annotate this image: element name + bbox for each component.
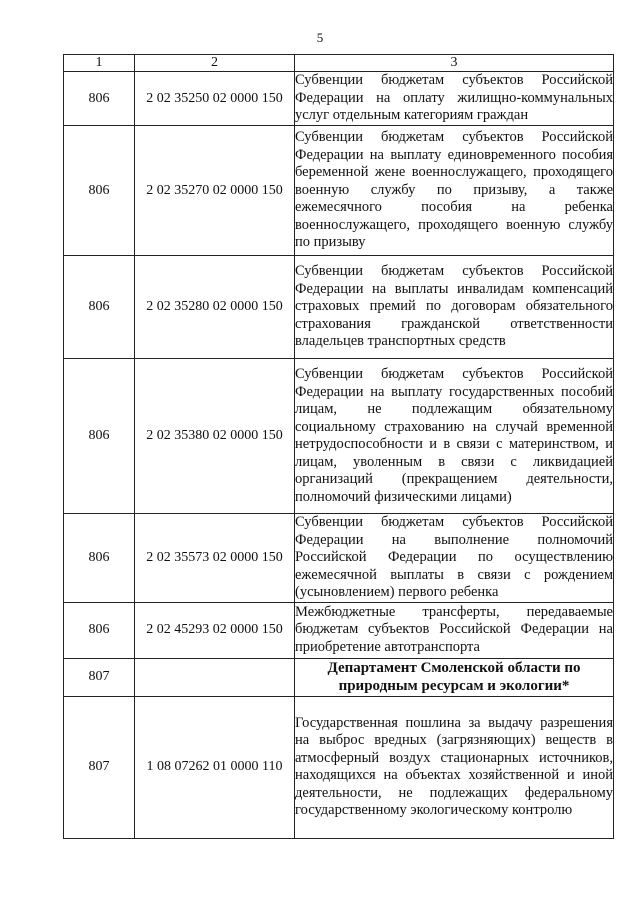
table-row: [64, 514, 614, 603]
budget-codes-table: [63, 54, 614, 839]
table-row: [64, 602, 614, 658]
budget-code-cell: 2 02 35380 02 0000 150: [135, 359, 295, 514]
description-cell: Субвенции бюджетам субъектов Российской Федерации на выполнение полномочий Российской Федерации по осуществлению ежемесячной выплаты в связи с рождением (усыновлением) первого ребенка: [295, 514, 613, 600]
page-number: 5: [316, 30, 324, 45]
description-cell: Государственная пошлина за выдачу разрешения на выброс вредных (загрязняющих) веществ в атмосферный воздух стационарных источников, находящихся на объектах хозяйственной и иной деятельности, не подлежащих федеральному государственному экологическому контролю: [295, 696, 614, 838]
budget-code-cell: [135, 658, 295, 696]
budget-code-cell: 2 02 35573 02 0000 150: [135, 514, 295, 603]
admin-code-cell: 807: [64, 696, 135, 838]
description-cell: Межбюджетные трансферты, передаваемые бюджетам субъектов Российской Федерации на приобретение автотранспорта: [295, 602, 614, 658]
admin-code-cell: 807: [64, 658, 135, 696]
table-row: [64, 72, 614, 126]
table-row: [64, 359, 614, 514]
description-cell: Субвенции бюджетам субъектов Российской Федерации на выплату государственных пособий лицам, не подлежащим обязательному социальному страхованию на случай временной нетрудоспособности и в связи с материнством, и лицам, уволенным в связи с ликвидацией организаций (прекращением деятельности, полномочий физическими лицами): [295, 359, 614, 514]
admin-code-cell: 806: [64, 602, 135, 658]
admin-code-cell: 806: [64, 514, 135, 603]
budget-code-cell: 2 02 35280 02 0000 150: [135, 256, 295, 359]
admin-code-cell: 806: [64, 359, 135, 514]
department-row: [64, 658, 614, 696]
description-cell: Субвенции бюджетам субъектов Российской Федерации на выплаты инвалидам компенсаций страховых премий по договорам обязательного страхования гражданской ответственности владельцев транспортных средств: [295, 256, 614, 359]
admin-code-cell: 806: [64, 72, 135, 126]
admin-code-cell: 806: [64, 126, 135, 256]
table-row: [64, 696, 614, 838]
description-cell: Субвенции бюджетам субъектов Российской Федерации на оплату жилищно-коммунальных услуг отдельным категориям граждан: [295, 72, 614, 126]
department-heading: Департамент Смоленской области по природным ресурсам и экологии*: [295, 658, 614, 696]
table-row: [64, 126, 614, 256]
budget-code-cell: 1 08 07262 01 0000 110: [135, 696, 295, 838]
table-row: [64, 256, 614, 359]
admin-code-cell: 806: [64, 256, 135, 359]
header-row: [64, 55, 614, 72]
column-header-1: 1: [64, 55, 135, 72]
budget-code-cell: 2 02 45293 02 0000 150: [135, 602, 295, 658]
budget-code-cell: 2 02 35270 02 0000 150: [135, 126, 295, 256]
column-header-3: 3: [295, 55, 614, 72]
description-cell: Субвенции бюджетам субъектов Российской Федерации на выплату единовременного пособия беременной жене военнослужащего, проходящего военную службу по призыву, а также ежемесячного пособия на ребенка военнослужащего, проходящего военную службу по призыву: [295, 126, 614, 256]
budget-code-cell: 2 02 35250 02 0000 150: [135, 72, 295, 126]
column-header-2: 2: [135, 55, 295, 72]
